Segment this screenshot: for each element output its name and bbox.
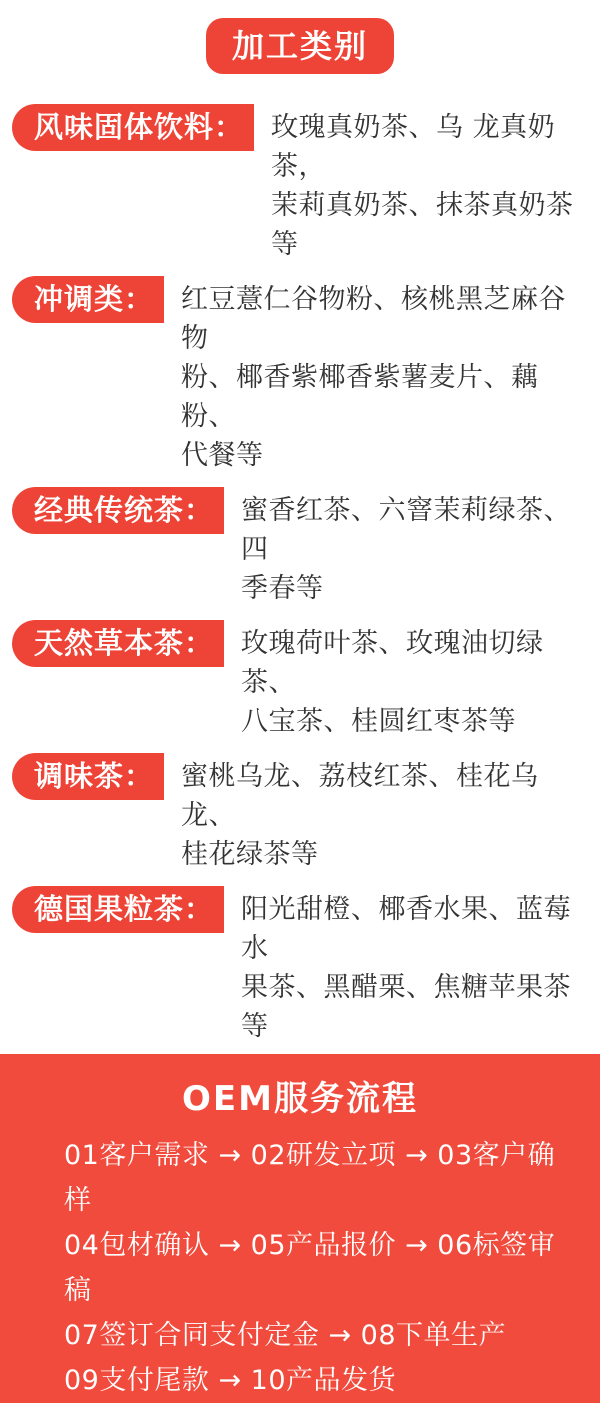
category-row-natural-herbal-tea xyxy=(12,620,588,741)
category-row-german-fruit-tea xyxy=(12,886,588,1046)
category-items-line: 八宝茶、桂圆红枣茶等 xyxy=(241,706,517,737)
category-badge: 冲调类： xyxy=(12,276,164,323)
category-items-line: 蜜桃乌龙、荔枝红茶、桂花乌龙、 xyxy=(181,761,539,831)
category-items xyxy=(241,886,588,1046)
category-badge: 风味固体饮料： xyxy=(12,104,254,151)
category-items-line: 玫瑰荷叶茶、玫瑰油切绿茶、 xyxy=(241,628,544,698)
category-items-line: 果茶、黑醋栗、焦糖苹果茶等 xyxy=(241,972,572,1042)
category-items-line: 蜜香红茶、六窨茉莉绿茶、四 xyxy=(241,495,572,565)
category-items-line: 代餐等 xyxy=(181,440,264,471)
category-list xyxy=(0,74,600,1046)
category-items xyxy=(271,104,588,264)
oem-panel-title: OEM服务流程 xyxy=(182,1079,418,1119)
page-title: 加工类别 xyxy=(206,18,394,74)
category-items-line: 桂花绿茶等 xyxy=(181,839,319,870)
category-badge: 调味茶： xyxy=(12,753,164,800)
category-items xyxy=(181,276,588,475)
oem-process-step-line: 09支付尾款 → 10产品发货 xyxy=(64,1365,397,1396)
category-row-flavored-solid-drinks xyxy=(12,104,588,264)
oem-process-step-line: 01客户需求 → 02研发立项 → 03客户确样 xyxy=(64,1140,556,1216)
category-badge: 经典传统茶： xyxy=(12,487,224,534)
category-items-line: 玫瑰真奶茶、乌 龙真奶茶， xyxy=(271,112,556,182)
category-items-line: 红豆薏仁谷物粉、核桃黑芝麻谷物 xyxy=(181,284,567,354)
category-items-line: 阳光甜橙、椰香水果、蓝莓水 xyxy=(241,894,572,964)
category-items xyxy=(241,487,588,608)
category-badge: 德国果粒茶： xyxy=(12,886,224,933)
oem-process-step-line: 04包材确认 → 05产品报价 → 06标签审稿 xyxy=(64,1230,556,1306)
oem-process-steps xyxy=(64,1133,580,1403)
category-items xyxy=(241,620,588,741)
oem-process-step-line: 07签订合同支付定金 → 08下单生产 xyxy=(64,1320,507,1351)
category-items-line: 粉、椰香紫椰香紫薯麦片、藕粉、 xyxy=(181,362,539,432)
category-row-instant-mix xyxy=(12,276,588,475)
category-items-line: 季春等 xyxy=(241,573,324,604)
oem-process-panel xyxy=(0,1054,600,1403)
category-items xyxy=(181,753,588,874)
category-row-flavored-tea xyxy=(12,753,588,874)
category-row-classic-traditional-tea xyxy=(12,487,588,608)
category-badge: 天然草本茶： xyxy=(12,620,224,667)
category-items-line: 茉莉真奶茶、抹茶真奶茶等 xyxy=(271,190,574,260)
